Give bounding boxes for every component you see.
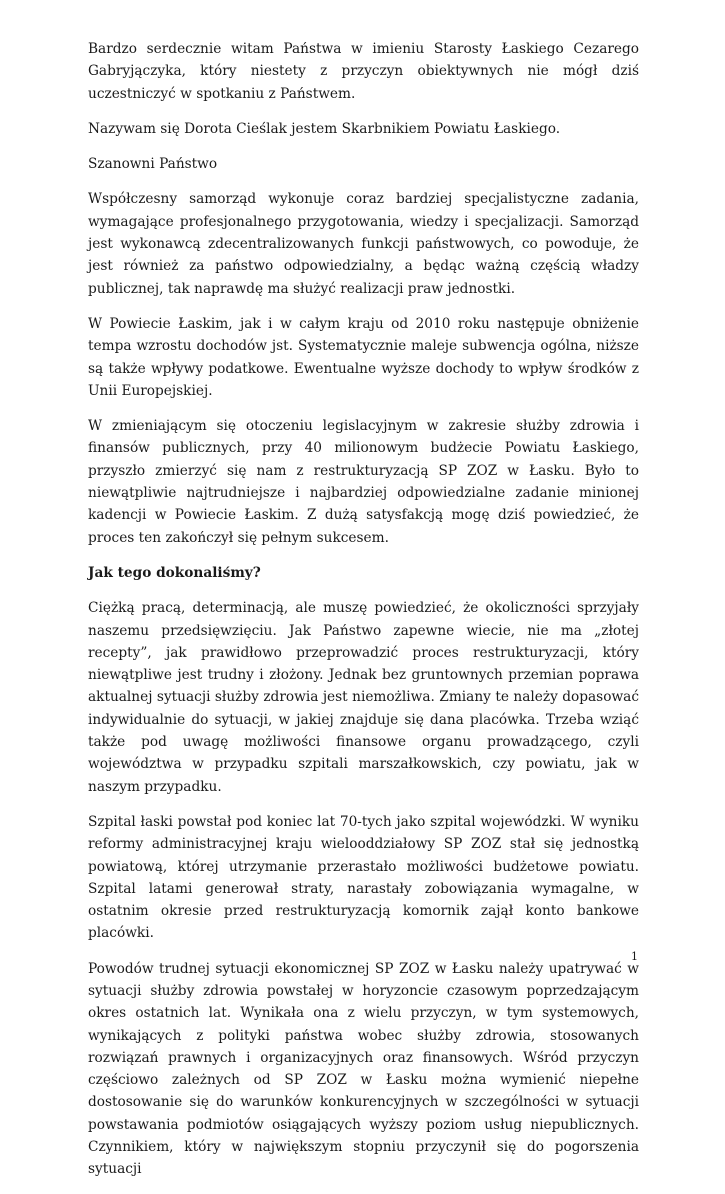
paragraph-salutation: Szanowni Państwo: [88, 156, 218, 173]
paragraph-introduction: Nazywam się Dorota Cieślak jestem Skarbnikiem Powiatu Łaskiego.: [88, 120, 561, 137]
paragraph-income: W Powiecie Łaskim, jak i w całym kraju od 2010 roku następuje obniżenie tempa wzrostu dochodów jst. Systematycznie maleje subwencja ogólna, niższe są także wpływy podatkowe. Ewentualne wyższe dochody to wpływ środków z Unii Europejskiej.: [88, 315, 639, 399]
paragraph-economic-reasons: Powodów trudnej sytuacji ekonomicznej SP ZOZ w Łasku należy upatrywać w sytuacji służby zdrowia powstałej w horyzoncie czasowym poprzedzającym okres ostatnich lat. Wynikała ona z wielu przyczyn, w tym systemowych, wynikających z polityki państwa wobec służby zdrowia, stosowanych rozwiązań prawnych i organizacyjnych oraz finansowych. Wśród przyczyn częściowo zależnych od SP ZOZ w Łasku można wymienić niepełne dostosowanie się do warunków konkurencyjnych w szczególności w sytuacji powstawania podmiotów osiągających wyższy poziom usług niepublicznych. Czynnikiem, który w największym stopniu przyczynił się do pogorszenia sytuacji: [88, 960, 639, 1178]
paragraph-greeting: Bardzo serdecznie witam Państwa w imieniu Starosty Łaskiego Cezarego Gabryjączyka, który niestety z przyczyn obiektywnych nie mógł dziś uczestniczyć w spotkaniu z Państwem.: [88, 41, 639, 102]
paragraph-hospital-history: Szpital łaski powstał pod koniec lat 70-tych jako szpital wojewódzki. W wyniku reformy administracyjnej kraju wielooddziałowy SP ZOZ stał się jednostką powiatową, której utrzymanie przerastało możliwości budżetowe powiatu. Szpital latami generował straty, narastały zobowiązania wymagalne, w ostatnim okresie przed restrukturyzacją komornik zajął konto bankowe placówki.: [88, 813, 639, 942]
paragraph-hard-work: Ciężką pracą, determinacją, ale muszę powiedzieć, że okoliczności sprzyjały naszemu przedsięwzięciu. Jak Państwo zapewne wiecie, nie ma „złotej recepty”, jak prawidłowo przeprowadzić proces restrukturyzacji, który niewątpliwe jest trudny i złożony. Jednak bez gruntownych przemian poprawa aktualnej sytuacji służby zdrowia jest niemożliwa. Zmiany te należy dopasować indywidualnie do sytuacji, w jakiej znajduje się dana placówka. Trzeba wziąć także pod uwagę możliwości finansowe organu prowadzącego, czyli województwa w przypadku szpitali marszałkowskich, czy powiatu, jak w naszym przypadku.: [88, 600, 639, 795]
page-number: 1: [631, 950, 638, 963]
section-heading: Jak tego dokonaliśmy?: [88, 564, 261, 581]
paragraph-self-government: Współczesny samorząd wykonuje coraz bardziej specjalistyczne zadania, wymagające profesjonalnego przygotowania, wiedzy i specjalizacji. Samorząd jest wykonawcą zdecentralizowanych funkcji państwowych, co powoduje, że jest również za państwo odpowiedzialny, a będąc ważną częścią władzy publicznej, tak naprawdę ma służyć realizacji praw jednostki.: [88, 191, 639, 297]
paragraph-restructuring: W zmieniającym się otoczeniu legislacyjnym w zakresie służby zdrowia i finansów publicznych, przy 40 milionowym budżecie Powiatu Łaskiego, przyszło zmierzyć się nam z restrukturyzacją SP ZOZ w Łasku. Było to niewątpliwie najtrudniejsze i najbardziej odpowiedzialne zadanie minionej kadencji w Powiecie Łaskim. Z dużą satysfakcją mogę dziś powiedzieć, że proces ten zakończył się pełnym sukcesem.: [88, 418, 639, 546]
document-body: [88, 38, 639, 1194]
